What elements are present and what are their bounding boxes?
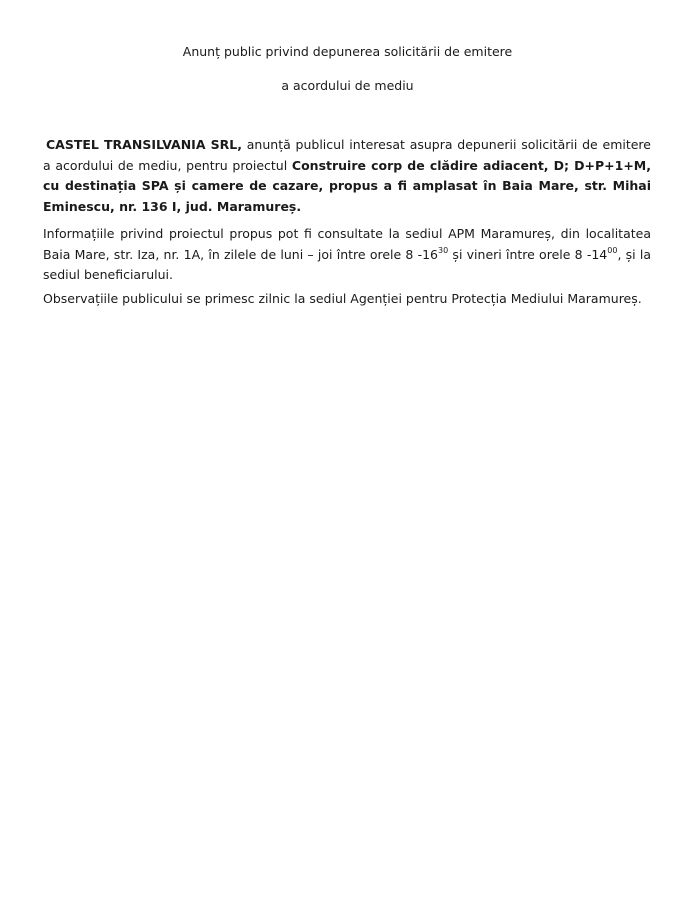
- time-superscript-2: 00: [607, 245, 618, 255]
- paragraph-observations: Observațiile publicului se primesc zilnic la sediul Agenției pentru Protecția Mediului Maramureș.: [43, 291, 642, 306]
- title-line-1: Anunț public privind depunerea solicitării de emitere: [182, 44, 513, 59]
- project-description: Construire corp de clădire adiacent, D; D+P+1+M, cu destinația SPA și camere de cazare, propus a fi amplasat în Baia Mare, str. Mihai Eminescu, nr. 136 I, jud. Maramureș.: [43, 157, 651, 214]
- paragraph-announcement: [43, 135, 651, 217]
- information-text-3: , și la sediul beneficiarului.: [43, 246, 651, 282]
- time-superscript-1: 30: [438, 245, 449, 255]
- paragraph-information: [43, 224, 651, 286]
- information-text-2: și vineri între orele 8 -14: [448, 246, 608, 262]
- announcement-text: anunță publicul interesat asupra depunerii solicitării de emitere a acordului de mediu, pentru proiectul: [43, 137, 651, 173]
- company-name: CASTEL TRANSILVANIA SRL,: [46, 137, 242, 152]
- title-line-2: a acordului de mediu: [281, 78, 414, 93]
- information-text-1: Informațiile privind proiectul propus pot fi consultate la sediul APM Maramureș, din localitatea Baia Mare, str. Iza, nr. 1A, în zilele de luni – joi între orele 8 -16: [43, 226, 651, 262]
